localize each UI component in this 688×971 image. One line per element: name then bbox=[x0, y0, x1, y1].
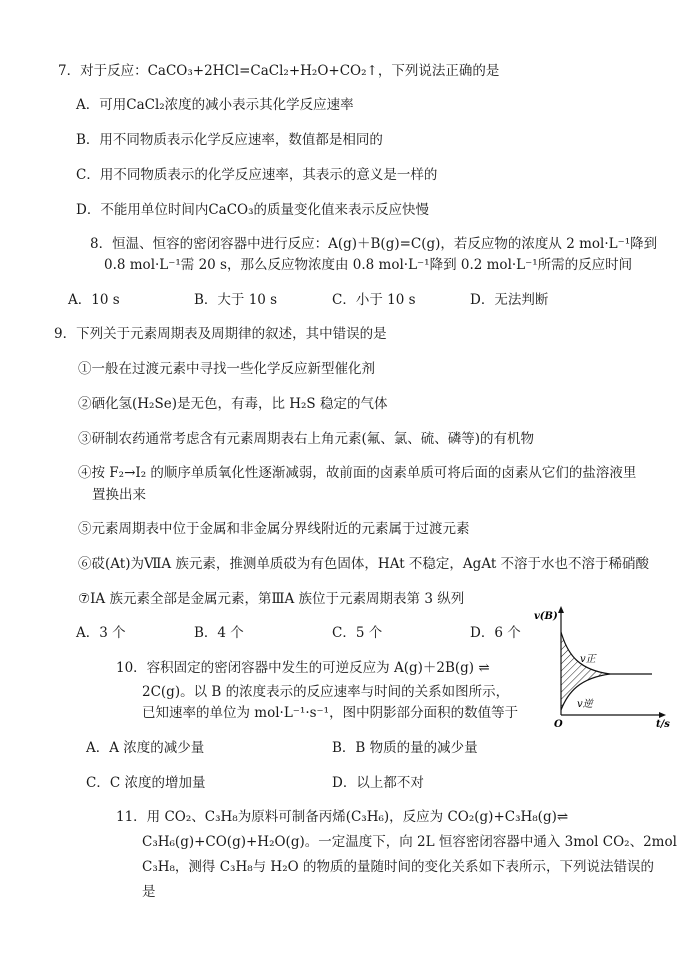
q8-stem-line2: 0.8 mol·L⁻¹需 20 s，那么反应物浓度由 0.8 mol·L⁻¹降到 0.2 mol·L⁻¹所需的反应时间 bbox=[104, 257, 633, 273]
q9-item-4: ④按 F₂→I₂ 的顺序单质氧化性逐渐减弱，故前面的卤素单质可将后面的卤素从它们的盐溶液里 bbox=[78, 465, 637, 481]
q8-stem-line1: 8．恒温、恒容的密闭容器中进行反应：A(g)＋B(g)=C(g)，若反应物的浓度从 2 mol·L⁻¹降到 bbox=[90, 236, 658, 252]
q10-option-b: B．B 物质的量的减少量 bbox=[332, 740, 478, 756]
q10-option-a: A．A 浓度的减少量 bbox=[86, 740, 205, 756]
q9-item-5: ⑤元素周期表中位于金属和非金属分界线附近的元素属于过渡元素 bbox=[78, 521, 470, 537]
q10-stem-line2: 2C(g)。以 B 的浓度表示的反应速率与时间的关系如图所示， bbox=[142, 684, 510, 700]
origin-label: O bbox=[554, 719, 563, 730]
q9-item-3: ③研制农药通常考虑含有元素周期表右上角元素(氟、氯、硫、磷等)的有机物 bbox=[78, 431, 535, 447]
q9-item-4-cont: 置换出来 bbox=[92, 487, 146, 503]
x-axis-label: t/s bbox=[656, 719, 670, 730]
q10-stem-line1: 10．容积固定的密闭容器中发生的可逆反应为 A(g)＋2B(g) ⇌ bbox=[116, 660, 490, 676]
q9-option-b: B．4 个 bbox=[194, 625, 244, 641]
q7-option-a: A．可用CaCl₂浓度的减小表示其化学反应速率 bbox=[76, 97, 354, 113]
q9-item-7: ⑦ⅠA 族元素全部是金属元素，第ⅢA 族位于元素周期表第 3 纵列 bbox=[78, 591, 465, 607]
y-axis-arrow-icon bbox=[558, 606, 564, 613]
q11-stem-line4: 是 bbox=[142, 884, 156, 900]
q10-option-c: C．C 浓度的增加量 bbox=[86, 775, 206, 791]
q7-option-d: D．不能用单位时间内CaCO₃的质量变化值来表示反应快慢 bbox=[76, 202, 430, 218]
q9-item-2: ②硒化氢(H₂Se)是无色，有毒，比 H₂S 稳定的气体 bbox=[78, 396, 388, 412]
y-axis-label: v(B) bbox=[534, 611, 558, 622]
q7-option-b: B．用不同物质表示化学反应速率，数值都是相同的 bbox=[76, 132, 383, 148]
rate-time-graph bbox=[534, 606, 676, 732]
q9-option-d: D．6 个 bbox=[470, 625, 521, 641]
q9-option-c: C．5 个 bbox=[332, 625, 383, 641]
q8-option-d: D．无法判断 bbox=[470, 292, 549, 308]
x-axis-arrow-icon bbox=[659, 712, 666, 718]
q7-stem: 7．对于反应：CaCO₃+2HCl=CaCl₂+H₂O+CO₂↑，下列说法正确的是 bbox=[58, 63, 500, 79]
q10-option-d: D．以上都不对 bbox=[332, 775, 424, 791]
q10-stem-line3: 已知速率的单位为 mol·L⁻¹·s⁻¹，图中阴影部分面积的数值等于 bbox=[142, 705, 519, 721]
q9-item-6: ⑥砹(At)为ⅦA 族元素，推测单质砹为有色固体，HAt 不稳定，AgAt 不溶于水也不溶于稀硝酸 bbox=[78, 556, 650, 572]
reverse-rate-label: v逆 bbox=[577, 699, 593, 710]
q11-stem-line3: C₃H₈，测得 C₃H₈与 H₂O 的物质的量随时间的变化关系如下表所示，下列说法错误的 bbox=[142, 859, 654, 875]
q11-stem-line1: 11．用 CO₂、C₃H₈为原料可制备丙烯(C₃H₆)，反应为 CO₂(g)+C₃H₈(g)⇌ bbox=[116, 809, 569, 825]
q8-option-c: C．小于 10 s bbox=[332, 292, 416, 308]
q9-item-1: ①一般在过渡元素中寻找一些化学反应新型催化剂 bbox=[78, 361, 375, 377]
q7-option-c: C．用不同物质表示的化学反应速率，其表示的意义是一样的 bbox=[76, 167, 438, 183]
q9-stem: 9．下列关于元素周期表及周期律的叙述，其中错误的是 bbox=[54, 326, 387, 342]
q8-option-b: B．大于 10 s bbox=[194, 292, 278, 308]
q11-stem-line2: C₃H₆(g)+CO(g)+H₂O(g)。一定温度下，向 2L 恒容密闭容器中通入 3mol CO₂、2mol bbox=[142, 834, 677, 850]
q9-option-a: A．3 个 bbox=[76, 625, 126, 641]
q8-option-a: A．10 s bbox=[68, 292, 120, 308]
forward-rate-label: v正 bbox=[580, 654, 596, 665]
